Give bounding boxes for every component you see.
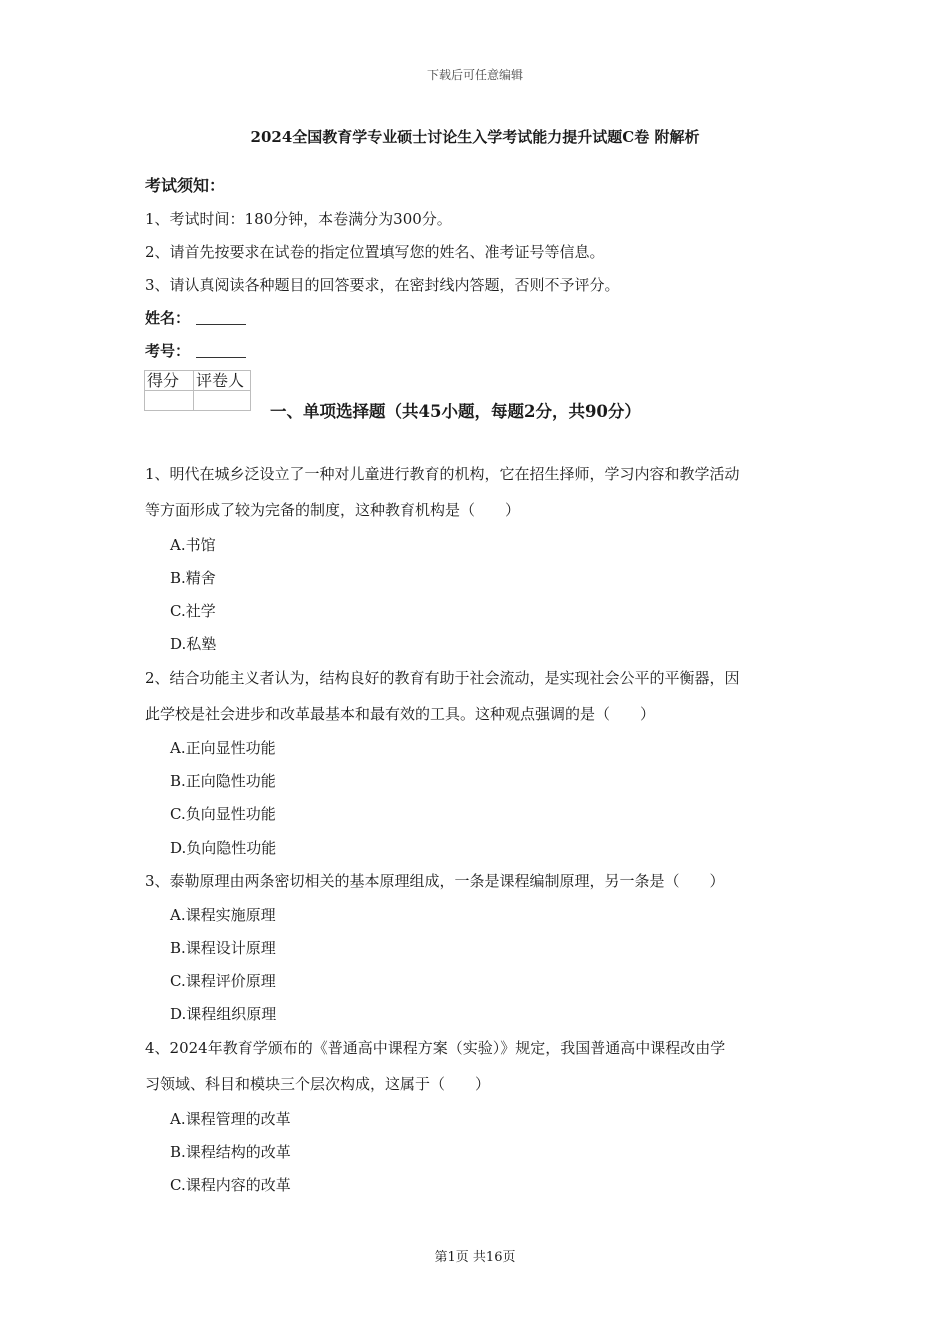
grader-cell[interactable] (194, 391, 251, 411)
notice-item: 2、请首先按要求在试卷的指定位置填写您的姓名、准考证号等信息。 (145, 243, 605, 261)
answer-option: C.课程内容的改革 (170, 1176, 291, 1194)
id-label: 考号： (145, 342, 191, 360)
answer-option: C.负向显性功能 (170, 805, 276, 823)
answer-option: B.精舍 (170, 569, 216, 587)
section-title: 一、单项选择题（共45小题，每题2分，共90分） (270, 402, 641, 421)
answer-option: A.正向显性功能 (170, 739, 276, 757)
answer-option: D.负向隐性功能 (170, 839, 277, 857)
answer-option: B.课程设计原理 (170, 939, 276, 957)
answer-option: B.课程结构的改革 (170, 1143, 291, 1161)
question-text: 此学校是社会进步和改革最基本和最有效的工具。这种观点强调的是（ ） (145, 705, 656, 723)
notice-item: 3、请认真阅读各种题目的回答要求，在密封线内答题，否则不予评分。 (145, 276, 620, 294)
answer-option: D.课程组织原理 (170, 1005, 277, 1023)
answer-option: A.课程管理的改革 (170, 1110, 291, 1128)
page-footer: 第1页 共16页 (434, 1250, 516, 1265)
question-text: 2、结合功能主义者认为，结构良好的教育有助于社会流动，是实现社会公平的平衡器，因 (145, 669, 740, 687)
id-field (145, 340, 246, 361)
grader-header: 评卷人 (194, 371, 251, 391)
score-cell[interactable] (145, 391, 194, 411)
score-header: 得分 (145, 371, 194, 391)
answer-option: B.正向隐性功能 (170, 772, 276, 790)
question-text: 习领域、科目和模块三个层次构成，这属于（ ） (145, 1075, 491, 1093)
name-blank[interactable] (196, 310, 246, 325)
question-text: 1、明代在城乡泛设立了一种对儿童进行教育的机构，它在招生择师，学习内容和教学活动 (145, 465, 740, 483)
question-text: 4、2024年教育学颁布的《普通高中课程方案（实验）》规定，我国普通高中课程改由学 (145, 1039, 726, 1057)
name-label: 姓名： (145, 309, 191, 327)
header-note: 下载后可任意编辑 (426, 68, 523, 82)
notice-heading: 考试须知： (145, 176, 226, 195)
answer-option: A.书馆 (170, 536, 216, 554)
question-text: 等方面形成了较为完备的制度，这种教育机构是（ ） (145, 501, 521, 519)
answer-option: D.私塾 (170, 635, 217, 653)
score-table (144, 370, 251, 411)
question-text: 3、泰勒原理由两条密切相关的基本原理组成，一条是课程编制原理，另一条是（ ） (145, 872, 725, 890)
document-title: 2024全国教育学专业硕士讨论生入学考试能力提升试题C卷 附解析 (250, 128, 700, 146)
answer-option: A.课程实施原理 (170, 906, 276, 924)
name-field (145, 307, 246, 328)
notice-item: 1、考试时间：180分钟，本卷满分为300分。 (145, 210, 452, 228)
answer-option: C.社学 (170, 602, 216, 620)
id-blank[interactable] (196, 343, 246, 358)
answer-option: C.课程评价原理 (170, 972, 276, 990)
